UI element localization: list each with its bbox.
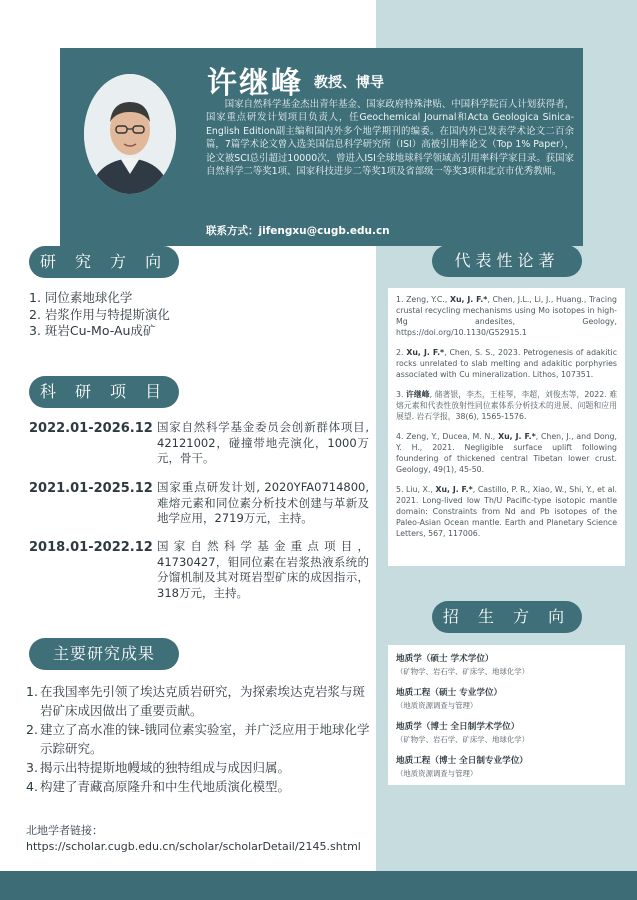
item-text: 揭示出特提斯地幔域的独特组成与成因归属。 bbox=[40, 760, 291, 775]
section-research-heading: 研 究 方 向 bbox=[29, 246, 179, 278]
paper-item bbox=[396, 431, 617, 475]
list-item bbox=[26, 720, 370, 758]
contact-line bbox=[206, 223, 390, 238]
list-item: 2. 岩浆作用与特提斯演化 bbox=[29, 306, 170, 322]
paper-text: , Chen, J., and Dong, Y. H., 2021. Negligible surface uplift following foundering of thickened central Tibetan lower crust. Geology, 49(1), 45-50. bbox=[396, 432, 617, 474]
paper-text: 3. bbox=[396, 390, 406, 399]
admission-title: 地质工程（硕士 专业学位） bbox=[396, 688, 503, 698]
list-item: 1. 同位素地球化学 bbox=[29, 290, 133, 305]
paper-text: 5. Liu, X., bbox=[396, 485, 436, 494]
contact-label: 联系方式： bbox=[206, 225, 259, 237]
scholar-label: 北地学者链接： bbox=[26, 824, 103, 837]
admission-list bbox=[388, 645, 625, 785]
admission-item bbox=[396, 754, 617, 779]
item-number: 2. bbox=[26, 722, 38, 737]
paper-text: , Chen, J.L., Li, J., Huang., Tracing crustal recycling mechanisms using Mo isotopes in high-Mg andesites, Geology, https://doi.org/10.1130/G52915.1 bbox=[396, 295, 617, 337]
list-item bbox=[26, 682, 370, 720]
admission-subfields: （矿物学、岩石学、矿床学、地球化学） bbox=[396, 667, 530, 676]
scholar-url-link[interactable]: https://scholar.cugb.edu.cn/scholar/scholarDetail/2145.shtml bbox=[26, 840, 361, 853]
admission-title: 地质工程（博士 全日制专业学位） bbox=[396, 756, 528, 766]
paper-text: , Castillo, P. R., Xiao, W., Shi, Y., et al. 2021. Long-lived low Th/U Pacific-type isotopic mantle domain: Constraints from Nd and Pb isotopes of the Paleo-Asian Ocean mantle. Earth and Planetary Science Letters, 567, 117006. bbox=[396, 485, 617, 538]
profile-name: 许继峰 bbox=[207, 66, 303, 101]
paper-text: 4. Zeng, Y., Ducea, M. N., bbox=[396, 432, 499, 441]
list-item: 3. 斑岩Cu-Mo-Au成矿 bbox=[29, 323, 156, 338]
project-description: 国家自然科学基金重点项目，41730427，钼同位素在岩浆热液系统的分馏机制及其对斑岩型矿床的成因指示，318万元，主持。 bbox=[157, 539, 369, 600]
admission-subfields: （矿物学、岩石学、矿床学、地球化学） bbox=[396, 735, 530, 744]
paper-author: Xu, J. F.* bbox=[498, 432, 536, 441]
item-text: 建立了高水准的铼-锇同位素实验室，并广泛应用于地球化学示踪研究。 bbox=[40, 722, 370, 756]
paper-text: 1. Zeng, Y.C., bbox=[396, 295, 450, 304]
list-item bbox=[26, 777, 370, 796]
contact-email[interactable]: jifengxu@cugb.edu.cn bbox=[258, 225, 390, 237]
profile-bio: 国家自然科学基金杰出青年基金、国家政府特殊津贴、中国科学院百人计划获得者，国家重点研发计划项目负责人，任Geochemical Journal和Acta Geologica Sinica-English Edition副主编和国内外多个地学期刊的编委。在国内外已发表学术论文二百余篇，7篇学术论文曾入选美国信息科学研究所（ISI）高被引用率论文（Top 1% Paper），论文被SCI总引超过10000次，曾进入ISI全球地球科学领域高引用率科学家目录。获国家自然科学二等奖1项、国家科技进步二等奖1项及省部级一等奖3项和北京市优秀教师。 bbox=[206, 99, 574, 178]
paper-text: 2. bbox=[396, 348, 407, 357]
list-item bbox=[26, 758, 370, 777]
item-number: 3. bbox=[26, 760, 38, 775]
profile-title: 教授、博导 bbox=[314, 75, 384, 91]
project-description: 国家自然科学基金委员会创新群体项目, 42121002，碰撞带地壳演化，1000万元，骨干。 bbox=[157, 420, 369, 465]
paper-author: Xu, J. F.* bbox=[435, 485, 473, 494]
project-description: 国家重点研发计划, 2020YFA0714800, 难熔元素和同位素分析技术创建与革新及地学应用，2719万元，主持。 bbox=[157, 480, 369, 525]
paper-author: 许继峰 bbox=[406, 390, 430, 399]
paper-text: , 储著银，李杰，王桂琴，李超，刘俊杰等，2022. 难熔元素和代表性放射性同位素体系分析技术的进展、问题和应用展望. 岩石学报，38(6), 1565-1576. bbox=[396, 390, 617, 421]
section-projects-heading: 科 研 项 目 bbox=[29, 376, 179, 408]
admission-title: 地质学（博士 全日制学术学位） bbox=[396, 722, 520, 732]
project-date: 2022.01-2026.12 bbox=[29, 421, 153, 436]
scholar-link-block bbox=[26, 823, 361, 855]
paper-text: , Chen, S. S., 2023. Petrogenesis of adakitic rocks unrelated to slab melting and adakitic porphyries associated with Cu mineralization. Lithos, 107351. bbox=[396, 348, 617, 379]
admission-subfields: （地质资源调查与管理） bbox=[396, 769, 478, 778]
section-admission-heading: 招 生 方 向 bbox=[432, 601, 582, 633]
paper-item bbox=[396, 294, 617, 338]
section-achievements-heading: 主要研究成果 bbox=[29, 638, 179, 670]
paper-item bbox=[396, 484, 617, 539]
admission-item bbox=[396, 652, 617, 677]
papers-list bbox=[388, 288, 625, 566]
admission-item bbox=[396, 686, 617, 711]
admission-subfields: （地质资源调查与管理） bbox=[396, 701, 478, 710]
paper-item bbox=[396, 389, 617, 422]
project-date: 2021.01-2025.12 bbox=[29, 481, 153, 496]
item-number: 1. bbox=[26, 684, 38, 699]
section-papers-heading: 代表性论著 bbox=[432, 245, 582, 277]
project-date: 2018.01-2022.12 bbox=[29, 540, 153, 555]
item-text: 在我国率先引领了埃达克质岩研究，为探索埃达克岩浆与斑岩矿床成因做出了重要贡献。 bbox=[40, 684, 366, 718]
paper-author: Xu, J. F.* bbox=[449, 295, 488, 304]
research-list bbox=[29, 290, 170, 340]
paper-item bbox=[396, 347, 617, 380]
person-portrait-icon bbox=[84, 74, 176, 194]
achievements-list bbox=[26, 682, 370, 796]
avatar bbox=[84, 74, 176, 194]
paper-author: Xu, J. F.* bbox=[406, 348, 445, 357]
admission-title: 地质学（硕士 学术学位） bbox=[396, 654, 494, 664]
item-text: 构建了青藏高原隆升和中生代地质演化模型。 bbox=[40, 779, 291, 794]
item-number: 4. bbox=[26, 779, 38, 794]
footer-bar bbox=[0, 871, 637, 900]
admission-item bbox=[396, 720, 617, 745]
